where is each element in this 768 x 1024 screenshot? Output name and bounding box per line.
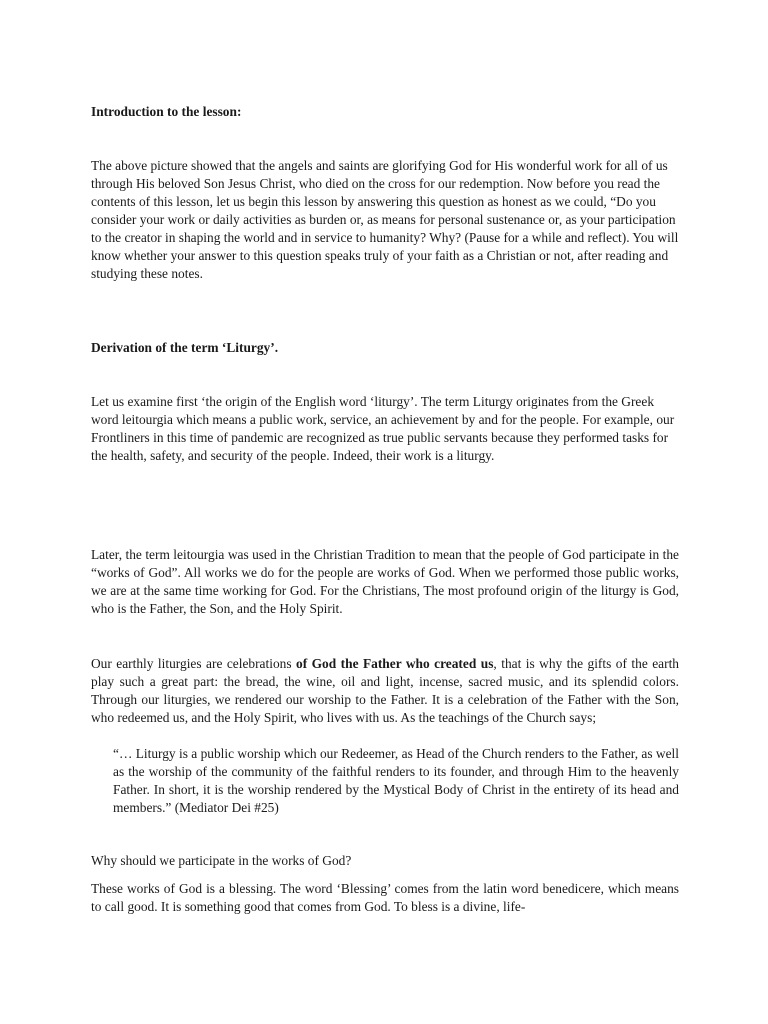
blessing-paragraph: These works of God is a blessing. The word ‘Blessing’ comes from the latin word benedicere, which means to call good. It is something good that comes from God. To bless is a divine, life- [91, 881, 679, 914]
earthly-text-bold: of God the Father who created us [296, 656, 494, 671]
derivation-paragraph: Let us examine first ‘the origin of the English word ‘liturgy’. The term Liturgy originates from the Greek word leitourgia which means a public work, service, an achievement by and for the people. For example, our Frontliners in this time of pandemic are recognized as true public servants because they performed tasks for the health, safety, and security of the people. Indeed, their work is a liturgy. [91, 394, 675, 463]
intro-heading: Introduction to the lesson: [91, 104, 242, 119]
earthly-text-start: Our earthly liturgies are celebrations [91, 656, 297, 671]
later-paragraph: Later, the term leitourgia was used in the Christian Tradition to mean that the people of God participate in the “works of God”. All works we do for the people are works of God. When we performed those public works, we are at the same time working for God. For the Christians, The most profound origin of the liturgy is God, who is the Father, the Son, and the Holy Spirit. [91, 547, 679, 616]
mediator-dei-quote: “… Liturgy is a public worship which our Redeemer, as Head of the Church renders to the Father, as well as the worship of the community of the faithful renders to its founder, and through Him to the heavenly Father. In short, it is the worship rendered by the Mystical Body of Christ in the entirety of its head and members.” (Mediator Dei #25) [113, 746, 679, 815]
why-question: Why should we participate in the works of God? [91, 853, 352, 868]
derivation-heading: Derivation of the term ‘Liturgy’. [91, 340, 279, 355]
earthly-liturgies-paragraph [91, 655, 679, 727]
earthly-text-end: , that is why the gifts of the earth play such a great part: the bread, the wine, oil and light, incense, sacred music, and its splendid colors. Through our liturgies, we rendered our worship to the Father. It is a celebration of the Father with the Son, who redeemed us, and the Holy Spirit, who lives with us. As the teachings of the Church says; [91, 656, 679, 725]
intro-paragraph: The above picture showed that the angels and saints are glorifying God for His wonderful work for all of us through His beloved Son Jesus Christ, who died on the cross for our redemption. Now before you read the contents of this lesson, let us begin this lesson by answering this question as honest as we could, “Do you consider your work or daily activities as burden or, as means for personal sustenance or, as your participation to the creator in shaping the world and in service to humanity? Why? (Pause for a while and reflect). You will know whether your answer to this question speaks truly of your faith as a Christian or not, after reading and studying these notes. [91, 158, 679, 281]
